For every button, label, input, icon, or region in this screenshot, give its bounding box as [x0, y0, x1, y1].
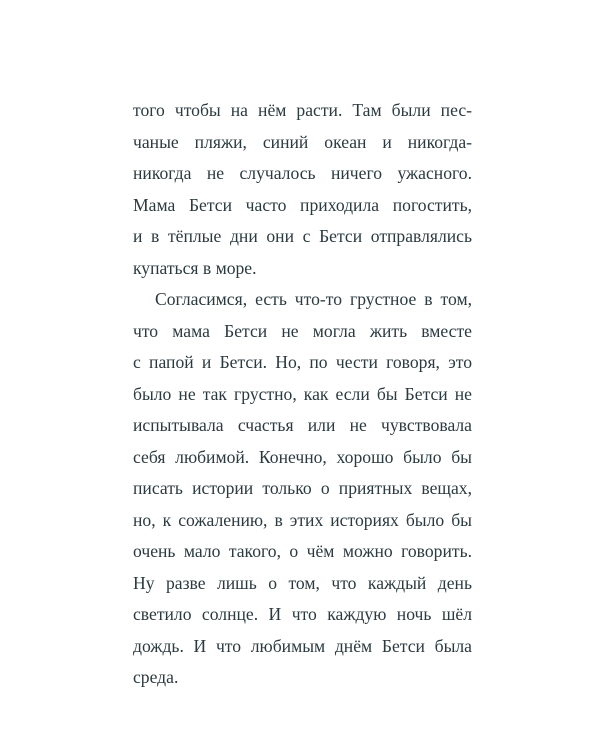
text-line: Ну разве лишь о том, что каждый день	[133, 572, 472, 593]
paragraph-2	[133, 284, 472, 694]
text-line: с папой и Бетси. Но, по чести говоря, это	[133, 352, 472, 372]
body-text	[133, 95, 472, 694]
text-line: писать истории только о приятных вещах,	[133, 478, 472, 498]
text-line: и в тёплые дни они с Бетси отправлялись	[133, 226, 472, 246]
text-line: очень мало такого, о чём можно говорить.	[133, 541, 472, 561]
text-line: Мама Бетси часто приходила погостить,	[133, 194, 472, 215]
text-line: что мама Бетси не могла жить вместе	[133, 320, 472, 341]
text-line: среда.	[133, 667, 179, 687]
text-line: было не так грустно, как если бы Бетси не	[133, 383, 472, 404]
text-line: Согласимся, есть что-то грустное в том,	[155, 289, 472, 309]
paragraph-1	[133, 95, 472, 284]
text-line: того чтобы на нём расти. Там были пес-	[133, 100, 472, 120]
text-line: светило солнце. И что каждую ночь шёл	[133, 604, 472, 624]
text-line: испытывала счастья или не чувствовала	[133, 415, 472, 435]
text-line: дождь. И что любимым днём Бетси была	[133, 635, 472, 656]
text-line: но, к сожалению, в этих историях было бы	[133, 509, 472, 530]
text-line: себя любимой. Конечно, хорошо было бы	[133, 446, 472, 467]
text-line: никогда не случалось ничего ужасного.	[133, 163, 472, 183]
text-line: чаные пляжи, синий океан и никогда-	[133, 131, 472, 152]
text-line: купаться в море.	[133, 257, 257, 278]
